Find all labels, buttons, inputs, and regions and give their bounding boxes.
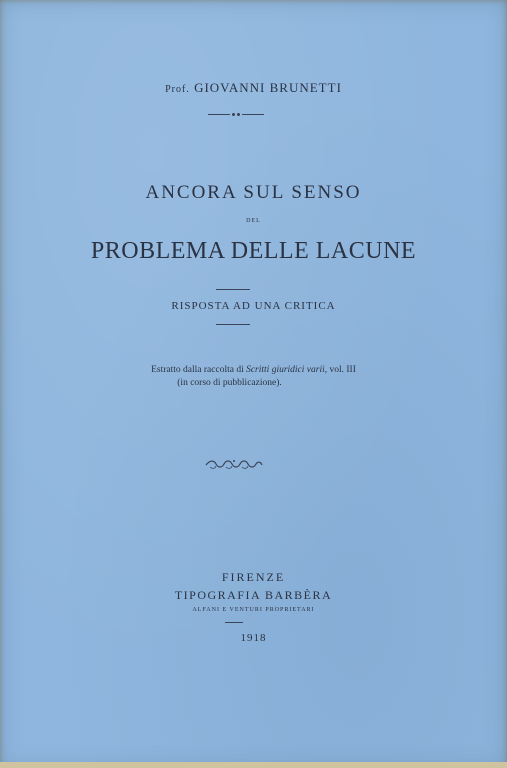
- title-connector: DEL: [246, 218, 261, 224]
- printer-owners: ALFANI E VENTURI PROPRIETARI: [192, 607, 315, 613]
- extract-line-2: (in corso di pubblicazione).: [177, 378, 282, 388]
- title-line-2: PROBLEMA DELLE LACUNE: [90, 238, 417, 264]
- cover-edge-bottom: [0, 762, 507, 768]
- author-prefix: Prof.: [165, 84, 190, 95]
- extract-collection-title: Scritti giuridici varii: [246, 365, 325, 375]
- subtitle: RISPOSTA AD UNA CRITICA: [171, 300, 336, 312]
- extract-prefix: Estratto dalla raccolta di: [151, 365, 247, 375]
- author-name: GIOVANNI BRUNETTI: [194, 80, 342, 95]
- year-rule: [225, 622, 243, 623]
- printer-name: TIPOGRAFIA BARBÈRA: [174, 588, 333, 602]
- subtitle-rule-bottom: [216, 324, 250, 325]
- title-line-1: ANCORA SUL SENSO: [145, 182, 362, 203]
- publication-year: 1918: [240, 632, 267, 644]
- extract-volume: , vol. III: [324, 365, 356, 375]
- subtitle-rule-top: [216, 289, 250, 290]
- extract-note: [0, 364, 507, 390]
- ornament-icon: [204, 457, 264, 471]
- author-line: [0, 80, 507, 96]
- extract-line-1: [0, 364, 507, 377]
- publication-city: FIRENZE: [221, 570, 286, 584]
